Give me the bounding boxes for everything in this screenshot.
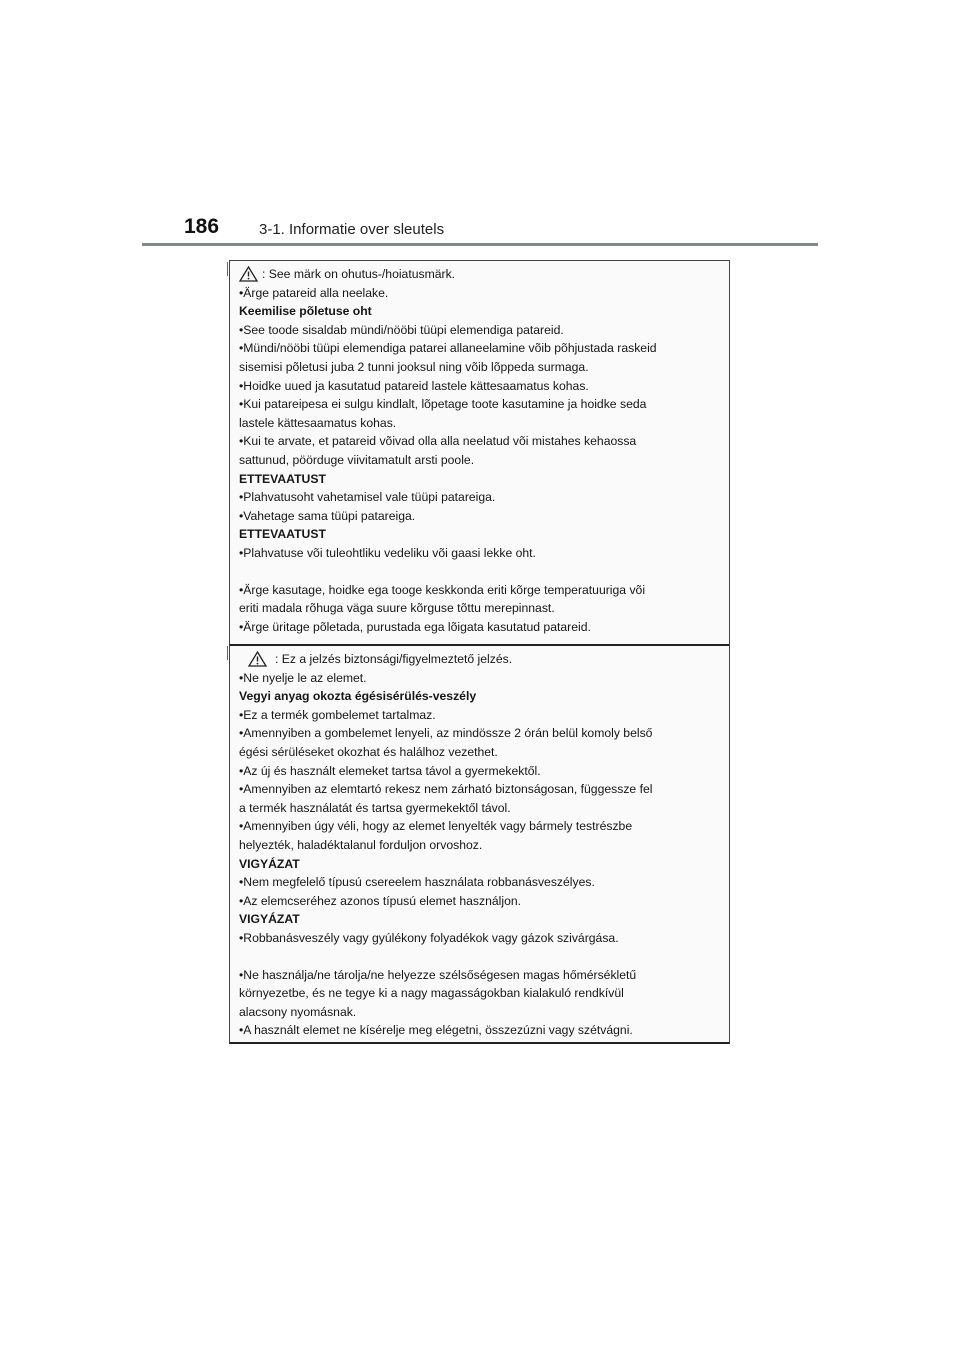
spacer xyxy=(239,948,721,966)
estonian-warning-row xyxy=(239,265,721,284)
header-rule xyxy=(142,243,818,246)
et-line-1: •Ärge patareid alla neelake. xyxy=(239,285,389,300)
hu-line-2: •Ez a termék gombelemet tartalmaz. xyxy=(239,707,436,722)
et-line-3: •Mündi/nööbi tüüpi elemendiga patarei allaneelamine võib põhjustada raskeid xyxy=(239,341,657,356)
hu-line-9: helyezték, haladéktalanul forduljon orvoshoz. xyxy=(239,837,483,852)
et-line-6: •Kui patareipesa ei sulgu kindlalt, lõpetage toote kasutamine ja hoidke seda xyxy=(239,397,647,412)
estonian-warning-panel xyxy=(229,260,730,646)
warning-triangle-icon xyxy=(248,651,267,667)
hu-line-10: •Nem megfelelő típusú csereelem használata robbanásveszélyes. xyxy=(239,875,595,890)
hu-line-3: •Amennyiben a gombelemet lenyeli, az mindössze 2 órán belül komoly belső xyxy=(239,726,653,741)
hu-line-1: •Ne nyelje le az elemet. xyxy=(239,670,367,685)
hu-line-13: •Ne használja/ne tárolja/ne helyezze szélsőségesen magas hőmérsékletű xyxy=(239,967,637,982)
hu-line-5: •Az új és használt elemeket tartsa távol a gyermekektől. xyxy=(239,763,541,778)
hungarian-warning-row xyxy=(239,650,721,669)
et-line-8: •Kui te arvate, et patareid võivad olla alla neelatud või mistahes kehaossa xyxy=(239,434,637,449)
et-heading-caution-1: ETTEVAATUST xyxy=(239,471,326,486)
hu-line-7: a termék használatát és tartsa gyermekektől távol. xyxy=(239,800,511,815)
hu-line-12: •Robbanásveszély vagy gyúlékony folyadékok vagy gázok szivárgása. xyxy=(239,930,619,945)
et-line-10: •Plahvatusoht vahetamisel vale tüüpi patareiga. xyxy=(239,490,496,505)
hungarian-warning-panel xyxy=(229,645,730,1044)
et-line-14: eriti madala rõhuga väga suure kõrguse tõttu merepinnast. xyxy=(239,601,555,616)
section-title: 3-1. Informatie over sleutels xyxy=(259,221,445,238)
et-line-15: •Ärge üritage põletada, purustada ega lõigata kasutatud patareid. xyxy=(239,619,591,634)
warning-symbol-text: : Ez a jelzés biztonsági/figyelmeztető jelzés. xyxy=(275,652,513,666)
hu-line-8: •Amennyiben úgy véli, hogy az elemet lenyelték vagy bármely testrészbe xyxy=(239,819,633,834)
et-heading-caution-2: ETTEVAATUST xyxy=(239,527,326,542)
hu-heading-caution-2: VIGYÁZAT xyxy=(239,912,300,927)
hu-line-14: környezetbe, és ne tegye ki a nagy magasságokban kialakuló rendkívül xyxy=(239,986,624,1001)
page-number: 186 xyxy=(184,215,220,238)
et-line-2: •See toode sisaldab mündi/nööbi tüüpi elemendiga patareid. xyxy=(239,322,564,337)
hu-line-4: égési sérüléseket okozhat és halálhoz vezethet. xyxy=(239,744,498,759)
et-line-9: sattunud, pöörduge viivitamatult arsti poole. xyxy=(239,452,475,467)
et-line-11: •Vahetage sama tüüpi patareiga. xyxy=(239,508,416,523)
hu-line-11: •Az elemcseréhez azonos típusú elemet használjon. xyxy=(239,893,522,908)
et-line-7: lastele kättesaamatus kohas. xyxy=(239,415,397,430)
warning-symbol-text: : See märk on ohutus-/hoiatusmärk. xyxy=(262,267,456,281)
hu-heading-caution-1: VIGYÁZAT xyxy=(239,856,300,871)
et-line-4: sisemisi põletusi juba 2 tunni jooksul ning võib lõppeda surmaga. xyxy=(239,359,589,374)
hu-line-6: •Amennyiben az elemtartó rekesz nem zárható biztonságosan, függessze fel xyxy=(239,782,653,797)
warning-triangle-icon xyxy=(239,266,258,282)
et-heading-chemical: Keemilise põletuse oht xyxy=(239,304,372,319)
hu-line-16: •A használt elemet ne kísérelje meg elégetni, összezúzni vagy szétvágni. xyxy=(239,1023,633,1038)
page-header xyxy=(142,213,818,247)
et-line-13: •Ärge kasutage, hoidke ega tooge keskkonda eriti kõrge temperatuuriga või xyxy=(239,582,646,597)
et-line-5: •Hoidke uued ja kasutatud patareid lastele kättesaamatus kohas. xyxy=(239,378,589,393)
hu-heading-chemical: Vegyi anyag okozta égésisérülés-veszély xyxy=(239,689,477,704)
hu-line-15: alacsony nyomásnak. xyxy=(239,1004,357,1019)
et-line-12: •Plahvatuse või tuleohtliku vedeliku või gaasi lekke oht. xyxy=(239,545,536,560)
spacer xyxy=(239,563,721,581)
crop-mark-middle xyxy=(227,646,228,660)
crop-mark-top xyxy=(227,262,228,276)
